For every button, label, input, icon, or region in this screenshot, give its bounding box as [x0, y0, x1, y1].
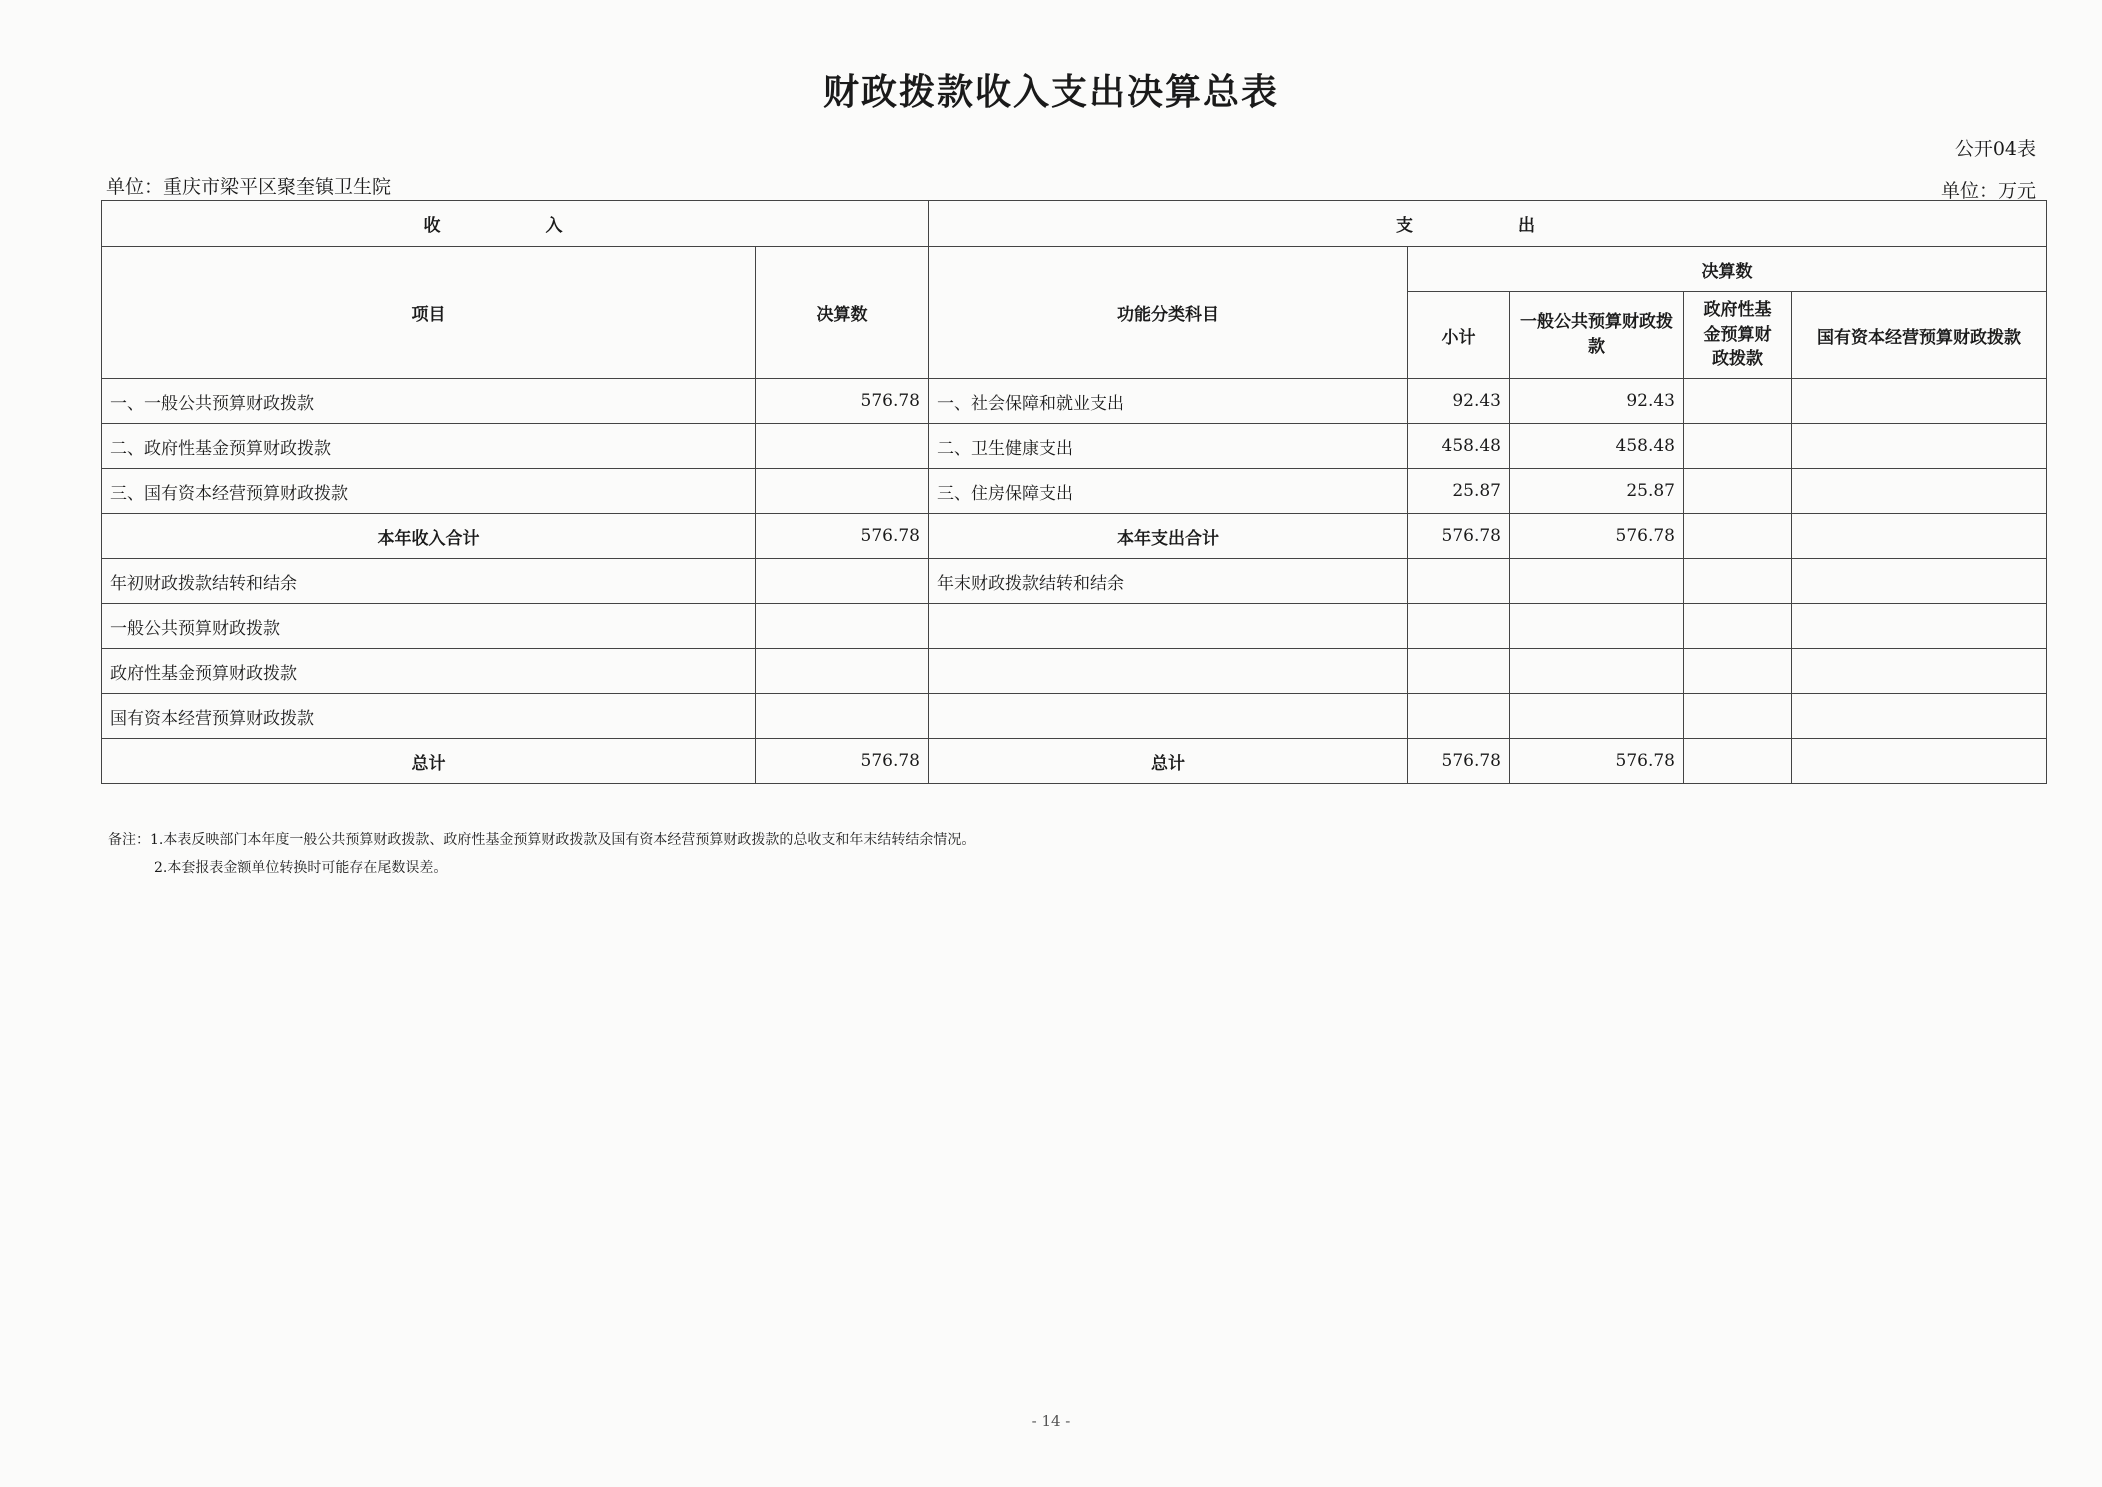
- income-amount: [756, 424, 929, 469]
- capital-cell: [1792, 739, 2047, 784]
- unit-name: 单位：重庆市梁平区聚奎镇卫生院: [106, 176, 392, 198]
- table-row: [102, 469, 2047, 514]
- table-row-year-total: [102, 514, 2047, 559]
- general-cell: 576.78: [1510, 514, 1684, 559]
- note-line-1: 备注：1.本表反映部门本年度一般公共预算财政拨款、政府性基金预算财政拨款及国有资本经营预算财政拨款的总收支和年末结转结余情况。: [108, 832, 976, 848]
- income-item: 国有资本经营预算财政拨款: [102, 694, 756, 739]
- subtotal-cell: 576.78: [1408, 514, 1510, 559]
- table-row: [102, 559, 2047, 604]
- subtotal-cell: 458.48: [1408, 424, 1510, 469]
- fund-cell: [1684, 604, 1792, 649]
- budget-summary-table: [101, 200, 2047, 784]
- income-header: 收 入: [102, 201, 929, 247]
- general-cell: [1510, 694, 1684, 739]
- note-line-2: 2.本套报表金额单位转换时可能存在尾数误差。: [154, 860, 448, 876]
- fund-cell: [1684, 694, 1792, 739]
- income-item: 一、一般公共预算财政拨款: [102, 379, 756, 424]
- fund-cell: [1684, 424, 1792, 469]
- table-row: [102, 694, 2047, 739]
- final-amount-header: 决算数: [1408, 247, 2047, 292]
- gov-fund-header: 政府性基金预算财政拨款: [1684, 292, 1792, 379]
- income-item: 三、国有资本经营预算财政拨款: [102, 469, 756, 514]
- fund-cell: [1684, 469, 1792, 514]
- income-amount: [756, 559, 929, 604]
- capital-cell: [1792, 469, 2047, 514]
- income-amount: 576.78: [756, 379, 929, 424]
- table-row: [102, 604, 2047, 649]
- income-amount: 576.78: [756, 739, 929, 784]
- amount-header: 决算数: [756, 247, 929, 379]
- fund-cell: [1684, 379, 1792, 424]
- income-item: 二、政府性基金预算财政拨款: [102, 424, 756, 469]
- page-title: 财政拨款收入支出决算总表: [822, 71, 1279, 113]
- expense-header: 支 出: [929, 201, 2047, 247]
- subtotal-cell: [1408, 694, 1510, 739]
- subtotal-cell: [1408, 559, 1510, 604]
- subtotal-header: 小计: [1408, 292, 1510, 379]
- expense-item: [929, 604, 1408, 649]
- capital-cell: [1792, 379, 2047, 424]
- item-header: 项目: [102, 247, 756, 379]
- subtotal-cell: 576.78: [1408, 739, 1510, 784]
- general-cell: [1510, 559, 1684, 604]
- header-row-2: [102, 247, 2047, 292]
- general-budget-header: 一般公共预算财政拨款: [1510, 292, 1684, 379]
- fund-cell: [1684, 649, 1792, 694]
- expense-item: [929, 694, 1408, 739]
- fund-cell: [1684, 739, 1792, 784]
- table-row: [102, 424, 2047, 469]
- state-capital-header: 国有资本经营预算财政拨款: [1792, 292, 2047, 379]
- expense-item: 总计: [929, 739, 1408, 784]
- expense-item: 一、社会保障和就业支出: [929, 379, 1408, 424]
- income-item: 本年收入合计: [102, 514, 756, 559]
- capital-cell: [1792, 559, 2047, 604]
- general-cell: 92.43: [1510, 379, 1684, 424]
- income-amount: 576.78: [756, 514, 929, 559]
- form-number: 公开04表: [1954, 138, 2036, 160]
- capital-cell: [1792, 604, 2047, 649]
- income-item: 年初财政拨款结转和结余: [102, 559, 756, 604]
- capital-cell: [1792, 649, 2047, 694]
- table-row-grand-total: [102, 739, 2047, 784]
- subtotal-cell: 25.87: [1408, 469, 1510, 514]
- fund-cell: [1684, 559, 1792, 604]
- general-cell: [1510, 649, 1684, 694]
- income-amount: [756, 469, 929, 514]
- capital-cell: [1792, 694, 2047, 739]
- general-cell: 576.78: [1510, 739, 1684, 784]
- expense-item: 年末财政拨款结转和结余: [929, 559, 1408, 604]
- expense-item: [929, 649, 1408, 694]
- general-cell: 25.87: [1510, 469, 1684, 514]
- expense-item: 二、卫生健康支出: [929, 424, 1408, 469]
- expense-item: 三、住房保障支出: [929, 469, 1408, 514]
- income-amount: [756, 694, 929, 739]
- subtotal-cell: [1408, 649, 1510, 694]
- fund-cell: [1684, 514, 1792, 559]
- expense-item: 本年支出合计: [929, 514, 1408, 559]
- income-item: 政府性基金预算财政拨款: [102, 649, 756, 694]
- header-row-1: [102, 201, 2047, 247]
- table-row: [102, 649, 2047, 694]
- income-amount: [756, 604, 929, 649]
- capital-cell: [1792, 424, 2047, 469]
- general-cell: 458.48: [1510, 424, 1684, 469]
- subtotal-cell: 92.43: [1408, 379, 1510, 424]
- page-number: - 14 -: [1031, 1412, 1071, 1430]
- income-item: 总计: [102, 739, 756, 784]
- general-cell: [1510, 604, 1684, 649]
- notes: [108, 826, 975, 882]
- income-amount: [756, 649, 929, 694]
- function-class-header: 功能分类科目: [929, 247, 1408, 379]
- income-item: 一般公共预算财政拨款: [102, 604, 756, 649]
- capital-cell: [1792, 514, 2047, 559]
- table-row: [102, 379, 2047, 424]
- subtotal-cell: [1408, 604, 1510, 649]
- currency-unit: 单位：万元: [1940, 180, 2036, 202]
